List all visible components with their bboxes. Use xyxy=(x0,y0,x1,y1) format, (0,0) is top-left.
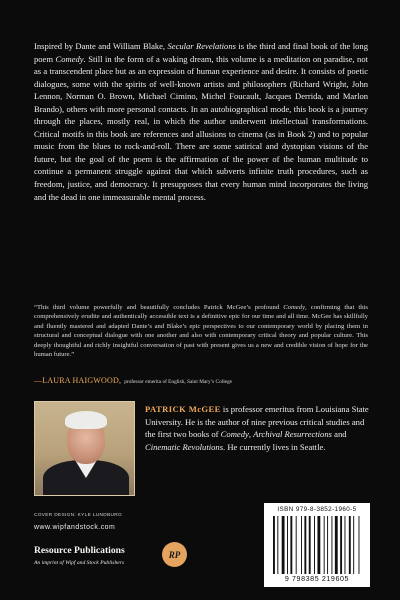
review-text-2: , confirming that this comprehensively erudite and authentically accessible text is a definitive epic for our time and all time. McGee has skillfully and fluently mastered and adapted Dante’s and Blake’s epic perspectives to our contemporary world by placing them in structural and conceptual dialogue with one another and also with contemporary critical theory and popular culture. This deeply thoughtful and richly insightful conversation of past with present gives us a new and credible vision of hope for the human future.” xyxy=(34,304,368,359)
publisher-name: Resource Publications xyxy=(34,545,125,556)
blurb-text-3: . Still in the form of a waking dream, this volume is a meditation on paradise, not as a transcendent place but as an expression of human experience and desire. It consists of poetic dialogues, some with the spirits of well-known artists and philosophers (Richard Wright, John Lennon, Norman O. Brown, Michael Cimino, Michel Foucault, Jacques Derrida, and Marlon Brando), others with more personal contacts. In an autobiographical mode, this book is a journey through the places, mostly real, in which the author underwent intellectual transformations. Critical motifs in this book are references and allusions to cinema (as in Book 2) and to popular music from the blues to rock-and-roll. There are some satirical and dystopian visions of the future, but the goal of the poem is the affirmation of the power of the human multitude to continue a permanent struggle against that which subverts infinite truth procedures, such as freedom, justice, and democracy. It presupposes that every human mind incorporates the living and the dead in one immeasurable mental process. xyxy=(34,53,368,202)
cover-design-credit: COVER DESIGN: KYLE LUNDBURG xyxy=(34,513,123,518)
reviewer-affiliation: professor emerita of English, Saint Mary’s College xyxy=(124,379,233,385)
bio-book-2: Cinematic Revolutions xyxy=(145,442,224,453)
bio-text-2: , xyxy=(248,429,254,440)
bio-text-4: . He currently lives in Seattle. xyxy=(223,442,326,453)
barcode-number: 9 798385 219605 xyxy=(284,575,350,583)
review-attribution xyxy=(34,376,368,385)
author-name: PATRICK McGEE xyxy=(145,404,221,414)
bio-series-title: Comedy xyxy=(220,429,249,440)
author-photo xyxy=(34,401,135,496)
review-series-title: Comedy xyxy=(283,304,306,311)
author-bio xyxy=(145,403,371,454)
book-description xyxy=(34,40,368,203)
barcode xyxy=(264,503,370,587)
bio-text-3: and xyxy=(331,429,347,440)
reviewer-name: —LAURA HAIGWOOD, xyxy=(34,376,122,385)
blurb-text-1: Inspired by Dante and William Blake, xyxy=(34,41,168,51)
barcode-bars-icon xyxy=(273,516,361,574)
review-quote xyxy=(34,303,368,359)
bio-text-1: is professor emeritus from Louisiana State University. He is the author of nine previous critical studies and the first two books of xyxy=(145,404,369,440)
publisher-imprint: An imprint of Wipf and Stock Publishers xyxy=(34,560,125,566)
book-title: Secular Revelations xyxy=(167,41,236,51)
bio-book-1: Archival Resurrections xyxy=(253,429,332,440)
isbn-label: ISBN 979-8-3852-1960-5 xyxy=(277,506,357,513)
publisher-website[interactable]: www.wipfandstock.com xyxy=(34,524,116,531)
blurb-text-2: is the third and final book of the long poem xyxy=(34,41,368,64)
publisher-logo-icon: RP xyxy=(162,542,187,567)
review-text-1: “This third volume powerfully and beautifully concludes Patrick McGee’s profound xyxy=(34,304,284,311)
series-title: Comedy xyxy=(55,53,84,64)
